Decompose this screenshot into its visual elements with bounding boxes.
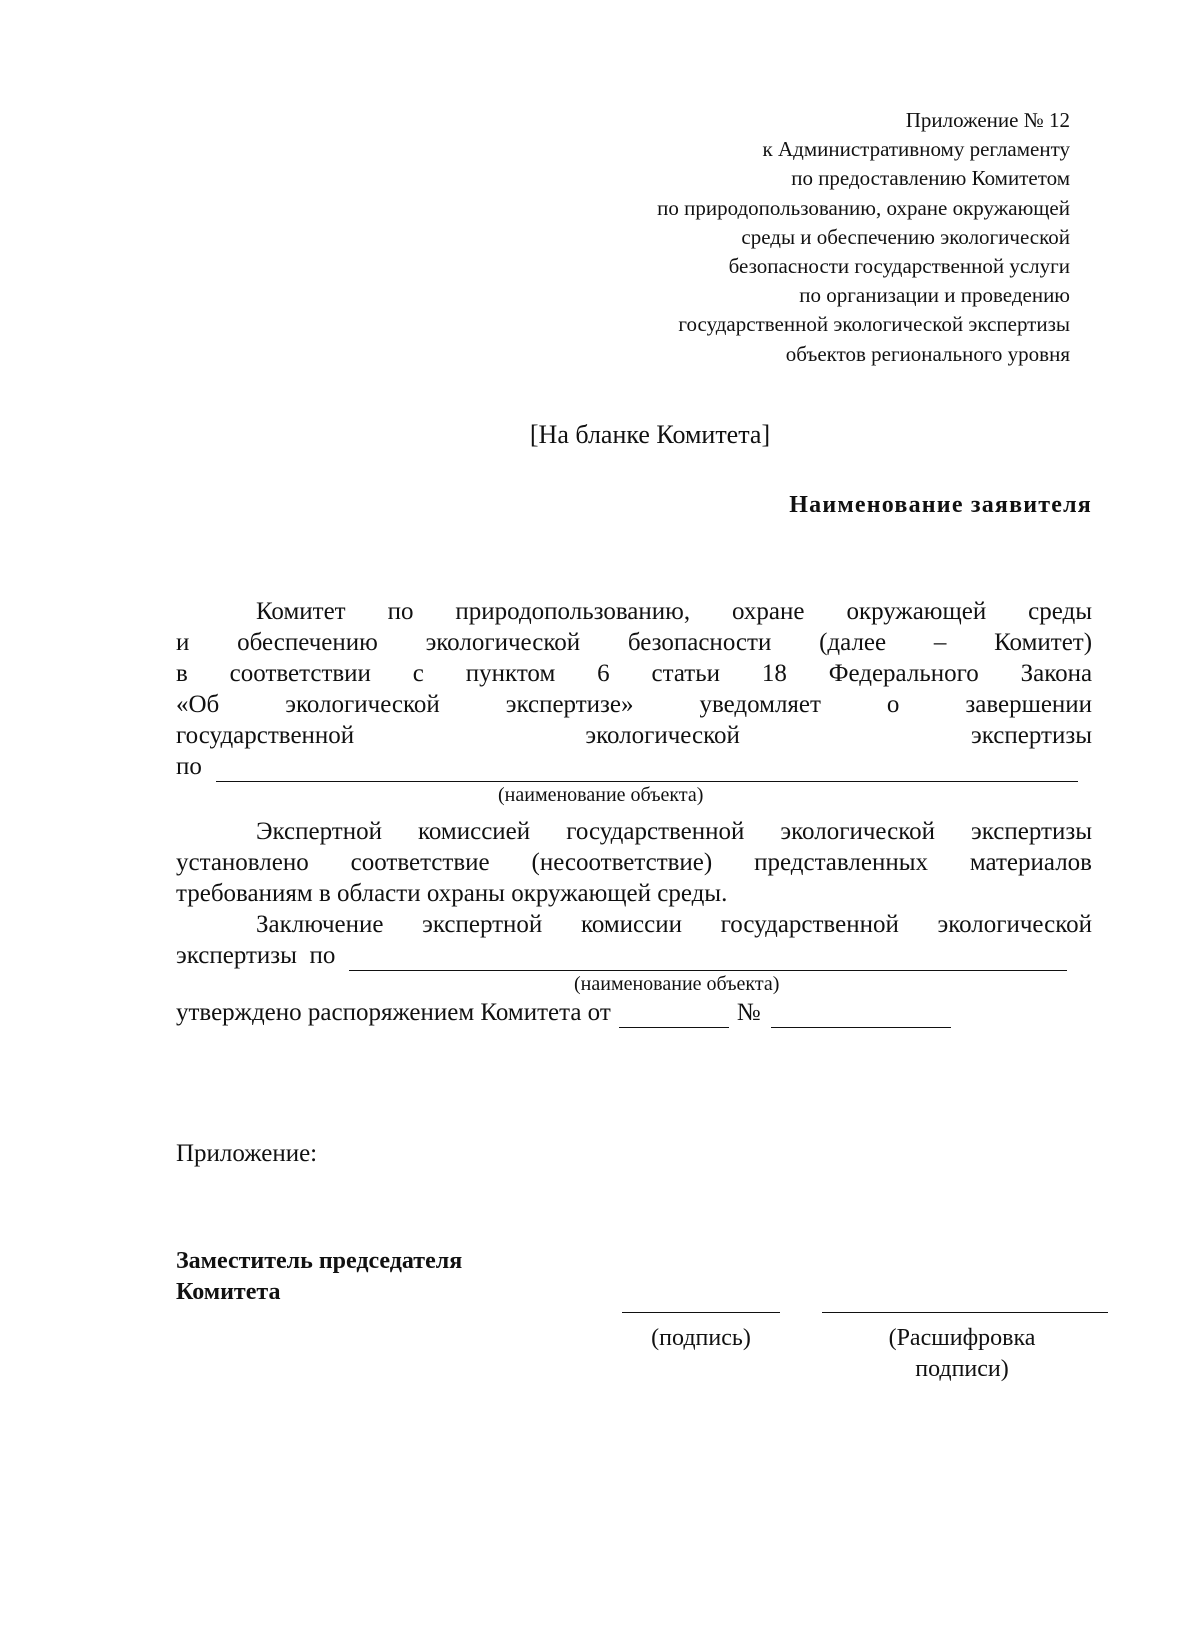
paragraph-notification [176, 596, 1092, 808]
word: 6 [597, 660, 610, 687]
word: статьи [651, 660, 720, 687]
word: Комитет [256, 598, 346, 625]
paragraph-line: Экспертной комиссией государственной экологической экспертизы [256, 818, 1092, 845]
word: обеспечению [237, 629, 378, 656]
word: 18 [761, 660, 787, 687]
word: – [933, 629, 947, 656]
word: среды [1028, 598, 1092, 625]
word: Закона [1020, 660, 1092, 687]
word: государственной [176, 722, 355, 749]
appendix-header [550, 106, 1070, 369]
word: экспертизе» [505, 691, 634, 718]
word: с [412, 660, 424, 687]
paragraph-line [176, 689, 1092, 720]
signature-decoding-caption [842, 1323, 1082, 1385]
appendix-line: государственной экологической экспертизы [678, 312, 1070, 337]
applicant-name: Наименование заявителя [789, 492, 1092, 518]
paragraph-line: требованиям в области охраны окружающей среды. [176, 880, 728, 907]
order-number-blank [771, 1003, 951, 1028]
paragraph-conclusion [176, 909, 1092, 1028]
word: Федерального [828, 660, 979, 687]
paragraph-line [176, 720, 1092, 751]
word: экологической [425, 629, 581, 656]
word: соответствии [229, 660, 371, 687]
signer-title [176, 1246, 462, 1308]
word: (далее [819, 629, 887, 656]
approved-label: утверждено распоряжением Комитета от [176, 999, 611, 1026]
signature-caption: (подпись) [651, 1325, 751, 1351]
paragraph-line: Заключение экспертной комиссии государственной экологической [256, 911, 1092, 938]
object-name-caption: (наименование объекта) [498, 784, 704, 806]
decoding-caption-line: подписи) [915, 1356, 1009, 1382]
object-name-caption: (наименование объекта) [574, 973, 780, 995]
word: в [176, 660, 188, 687]
word: и [176, 629, 190, 656]
appendix-line: по предоставлению Комитетом [791, 166, 1070, 191]
conclusion-object-blank [349, 946, 1067, 971]
word: о [886, 691, 900, 718]
appendix-line: по природопользованию, охране окружающей [657, 195, 1070, 220]
word: завершении [965, 691, 1092, 718]
word: экологической [585, 722, 740, 749]
word: природопользованию, [455, 598, 691, 625]
signature-decoding-blank [822, 1310, 1108, 1313]
decoding-caption-line: (Расшифровка [888, 1325, 1036, 1351]
paragraph-line [176, 596, 1092, 627]
word: безопасности [627, 629, 772, 656]
expertise-po-label: экспертизы по [176, 942, 336, 969]
approval-row [176, 997, 1092, 1028]
signer-title-line: Заместитель председателя [176, 1248, 463, 1274]
letterhead-note: [На бланке Комитета] [529, 420, 771, 449]
word: пунктом [465, 660, 556, 687]
po-label: по [176, 753, 202, 780]
signature-blank [622, 1310, 780, 1313]
word: уведомляет [699, 691, 821, 718]
word: по [387, 598, 414, 625]
paragraph-compliance [176, 816, 1092, 909]
word: «Об [176, 691, 220, 718]
conclusion-object-row [176, 940, 1092, 971]
number-sign: № [736, 999, 761, 1026]
appendix-line: к Административному регламенту [762, 137, 1070, 162]
object-name-blank [216, 757, 1078, 782]
appendix-line: Приложение № 12 [905, 108, 1070, 132]
paragraph-line: установлено соответствие (несоответствие) представленных материалов [176, 849, 1092, 876]
paragraph-line [176, 658, 1092, 689]
appendix-line: объектов регионального уровня [785, 341, 1070, 366]
appendix-line: безопасности государственной услуги [728, 254, 1070, 279]
object-name-row [176, 751, 1092, 782]
attachment-label: Приложение: [176, 1140, 318, 1167]
word: Комитет) [994, 629, 1092, 656]
word: экологической [285, 691, 440, 718]
appendix-line: по организации и проведению [799, 283, 1070, 308]
date-blank [619, 1003, 729, 1028]
appendix-line: среды и обеспечению экологической [741, 224, 1070, 249]
word: экспертизы [971, 722, 1092, 749]
signer-title-line: Комитета [176, 1279, 281, 1305]
word: охране [732, 598, 805, 625]
word: окружающей [846, 598, 987, 625]
paragraph-line [176, 627, 1092, 658]
